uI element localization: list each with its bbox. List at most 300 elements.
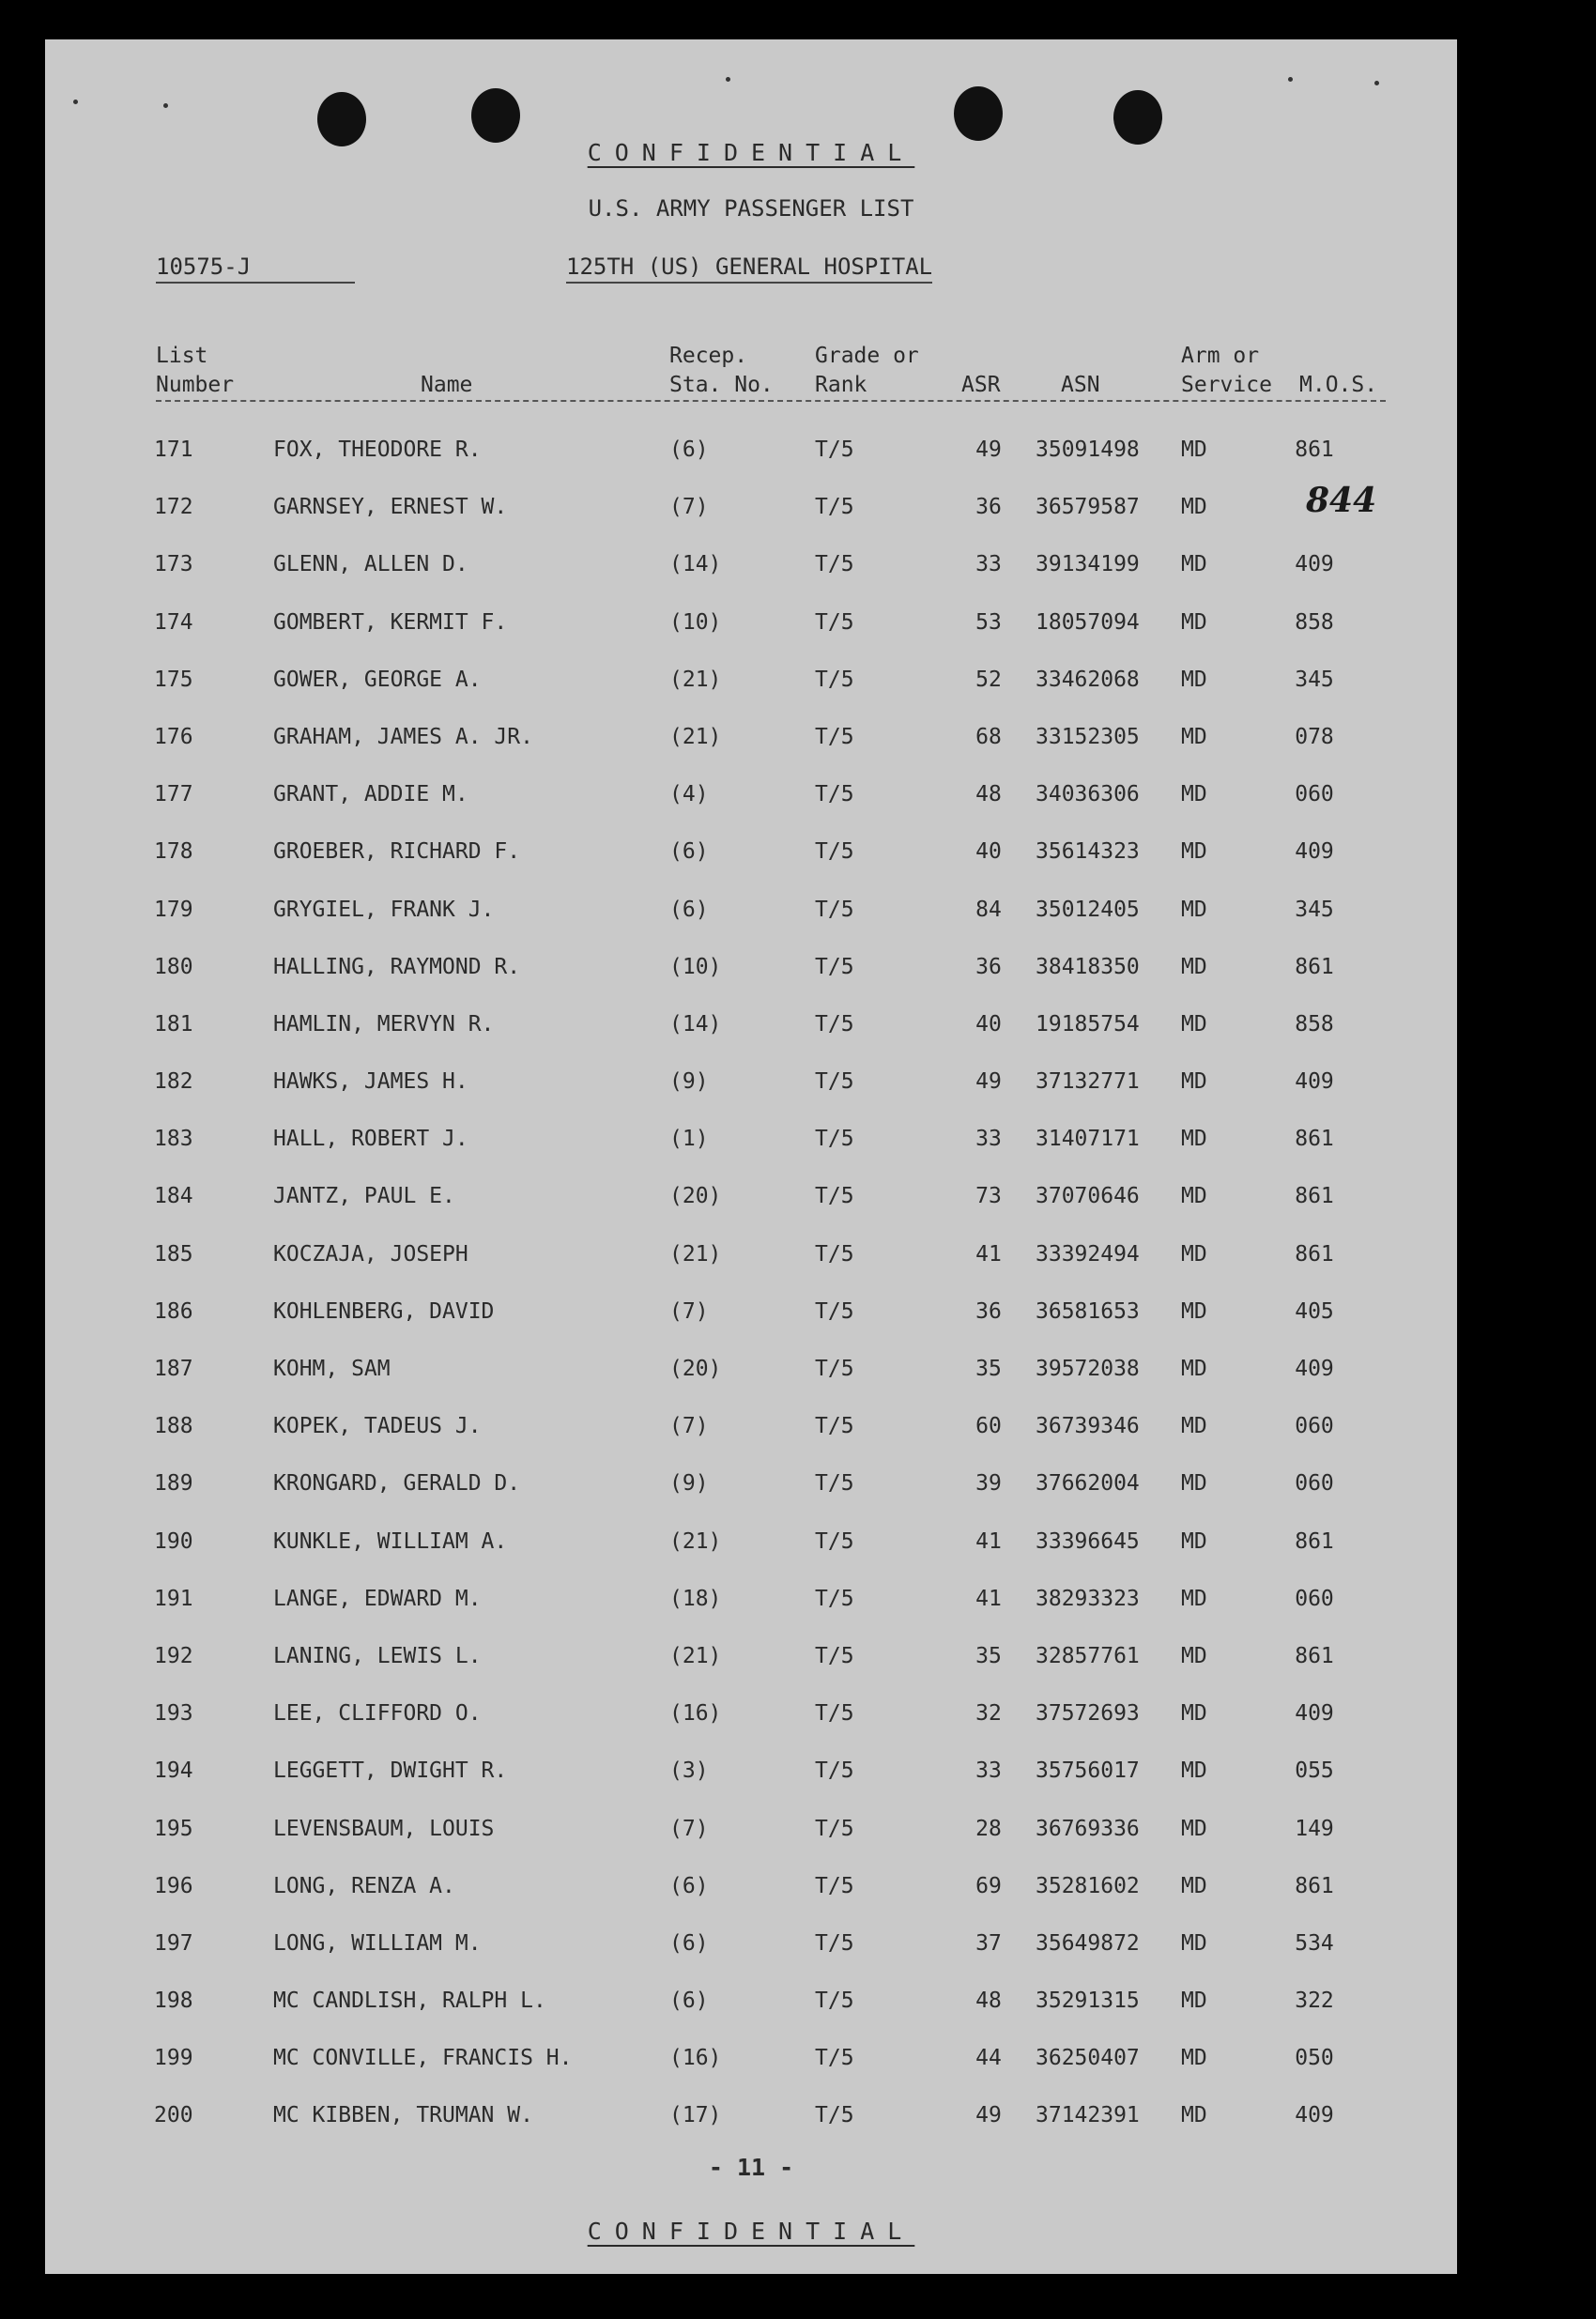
cell-list-number: 179: [154, 897, 193, 922]
cell-grade: T/5: [815, 1528, 854, 1554]
cell-list-number: 176: [154, 724, 193, 749]
cell-mos: 861: [1295, 1528, 1334, 1554]
cell-arm: MD: [1181, 1930, 1207, 1956]
cell-station: (10): [669, 609, 722, 635]
cell-asn: 32857761: [1036, 1643, 1140, 1668]
cell-name: HAMLIN, MERVYN R.: [273, 1011, 495, 1037]
cell-name: GRYGIEL, FRANK J.: [273, 897, 495, 922]
cell-mos: 861: [1295, 1643, 1334, 1668]
cell-asn: 36739346: [1036, 1414, 1140, 1439]
cell-asn: 37132771: [1036, 1069, 1140, 1095]
cell-name: HAWKS, JAMES H.: [273, 1069, 468, 1095]
cell-list-number: 173: [154, 552, 193, 577]
cell-name: MC KIBBEN, TRUMAN W.: [273, 2103, 533, 2128]
cell-grade: T/5: [815, 1873, 854, 1898]
cell-arm: MD: [1181, 1873, 1207, 1898]
cell-asr: 36: [975, 1298, 1002, 1324]
speck: [1288, 77, 1293, 82]
cell-asn: 34036306: [1036, 782, 1140, 807]
cell-station: (7): [669, 495, 709, 520]
cell-grade: T/5: [815, 609, 854, 635]
cell-asn: 36769336: [1036, 1816, 1140, 1841]
cell-arm: MD: [1181, 495, 1207, 520]
table-row: [45, 769, 1457, 826]
cell-asr: 41: [975, 1586, 1002, 1611]
cell-arm: MD: [1181, 1643, 1207, 1668]
cell-list-number: 186: [154, 1298, 193, 1324]
cell-grade: T/5: [815, 1816, 854, 1841]
table-row: [45, 884, 1457, 942]
cell-station: (9): [669, 1471, 709, 1497]
cell-mos: 534: [1295, 1930, 1334, 1956]
cell-arm: MD: [1181, 1241, 1207, 1267]
footer-classification: CONFIDENTIAL: [587, 2218, 915, 2245]
cell-name: KOCZAJA, JOSEPH: [273, 1241, 468, 1267]
cell-station: (21): [669, 1643, 722, 1668]
cell-list-number: 195: [154, 1816, 193, 1841]
cell-asr: 69: [975, 1873, 1002, 1898]
table-row: [45, 1516, 1457, 1574]
col-recep: [669, 342, 774, 400]
cell-name: HALL, ROBERT J.: [273, 1127, 468, 1152]
cell-mos: 861: [1295, 1127, 1334, 1152]
table-row: [45, 1344, 1457, 1401]
cell-asn: 31407171: [1036, 1127, 1140, 1152]
cell-station: (9): [669, 1069, 709, 1095]
cell-arm: MD: [1181, 724, 1207, 749]
cell-list-number: 185: [154, 1241, 193, 1267]
cell-name: LEGGETT, DWIGHT R.: [273, 1758, 508, 1784]
cell-list-number: 196: [154, 1873, 193, 1898]
cell-asn: 18057094: [1036, 609, 1140, 635]
cell-mos: 060: [1295, 782, 1334, 807]
cell-asn: 35291315: [1036, 1989, 1140, 2014]
cell-station: (21): [669, 667, 722, 692]
cell-name: KOHM, SAM: [273, 1357, 391, 1381]
cell-grade: T/5: [815, 1298, 854, 1324]
cell-grade: T/5: [815, 1758, 854, 1784]
cell-asr: 68: [975, 724, 1002, 749]
cell-grade: T/5: [815, 1643, 854, 1668]
cell-station: (16): [669, 2046, 722, 2071]
cell-asn: 33152305: [1036, 724, 1140, 749]
cell-asn: 33462068: [1036, 667, 1140, 692]
cell-arm: MD: [1181, 954, 1207, 979]
cell-list-number: 192: [154, 1643, 193, 1668]
cell-list-number: 175: [154, 667, 193, 692]
table-row: [45, 654, 1457, 712]
cell-arm: MD: [1181, 1127, 1207, 1152]
table-row: [45, 2090, 1457, 2147]
table-row: [45, 1745, 1457, 1803]
cell-mos: 060: [1295, 1471, 1334, 1497]
cell-name: GLENN, ALLEN D.: [273, 552, 468, 577]
table-row: [45, 1056, 1457, 1113]
cell-asr: 49: [975, 2103, 1002, 2128]
cell-name: FOX, THEODORE R.: [273, 438, 482, 462]
col-arm-line1: Arm or: [1181, 344, 1260, 368]
cell-name: GROEBER, RICHARD F.: [273, 839, 521, 865]
col-list-number-line2: Number: [156, 373, 235, 397]
cell-asn: 36250407: [1036, 2046, 1140, 2071]
cell-arm: MD: [1181, 1414, 1207, 1439]
cell-name: LANING, LEWIS L.: [273, 1643, 482, 1668]
table-row: [45, 1861, 1457, 1918]
cell-asr: 48: [975, 782, 1002, 807]
cell-grade: T/5: [815, 1011, 854, 1037]
cell-grade: T/5: [815, 438, 854, 462]
cell-asr: 36: [975, 954, 1002, 979]
punch-hole: [954, 86, 1003, 141]
document-page: [45, 39, 1457, 2274]
cell-asn: 35281602: [1036, 1873, 1140, 1898]
table-row: [45, 1401, 1457, 1458]
cell-asr: 41: [975, 1528, 1002, 1554]
cell-grade: T/5: [815, 897, 854, 922]
cell-station: (6): [669, 1930, 709, 1956]
cell-station: (20): [669, 1184, 722, 1209]
cell-grade: T/5: [815, 1241, 854, 1267]
cell-asn: 36581653: [1036, 1298, 1140, 1324]
cell-grade: T/5: [815, 1930, 854, 1956]
cell-arm: MD: [1181, 2046, 1207, 2071]
cell-arm: MD: [1181, 1471, 1207, 1497]
cell-asr: 40: [975, 839, 1002, 865]
cell-mos: 861: [1295, 1241, 1334, 1267]
cell-list-number: 198: [154, 1989, 193, 2014]
cell-asn: 35614323: [1036, 839, 1140, 865]
cell-list-number: 189: [154, 1471, 193, 1497]
cell-arm: MD: [1181, 609, 1207, 635]
speck: [726, 77, 730, 82]
cell-mos: 060: [1295, 1586, 1334, 1611]
cell-station: (7): [669, 1298, 709, 1324]
cell-grade: T/5: [815, 1127, 854, 1152]
cell-name: JANTZ, PAUL E.: [273, 1184, 455, 1209]
cell-name: GARNSEY, ERNEST W.: [273, 495, 508, 520]
cell-arm: MD: [1181, 438, 1207, 462]
cell-asr: 53: [975, 609, 1002, 635]
cell-station: (6): [669, 438, 709, 462]
cell-grade: T/5: [815, 724, 854, 749]
cell-asn: 19185754: [1036, 1011, 1140, 1037]
cell-name: KUNKLE, WILLIAM A.: [273, 1528, 508, 1554]
col-name: Name: [421, 373, 473, 397]
cell-list-number: 188: [154, 1414, 193, 1439]
cell-grade: T/5: [815, 2046, 854, 2071]
cell-asr: 44: [975, 2046, 1002, 2071]
col-arm-line2: Service: [1181, 373, 1272, 397]
cell-mos: 409: [1295, 1069, 1334, 1095]
cell-station: (6): [669, 839, 709, 865]
table-row: [45, 424, 1457, 482]
table-row: [45, 1631, 1457, 1688]
cell-station: (6): [669, 1873, 709, 1898]
cell-arm: MD: [1181, 1069, 1207, 1095]
cell-arm: MD: [1181, 897, 1207, 922]
cell-name: GOWER, GEORGE A.: [273, 667, 482, 692]
cell-asn: 36579587: [1036, 495, 1140, 520]
cell-mos: 050: [1295, 2046, 1334, 2071]
cell-list-number: 183: [154, 1127, 193, 1152]
cell-asn: 35649872: [1036, 1930, 1140, 1956]
cell-name: GRANT, ADDIE M.: [273, 782, 468, 807]
cell-asn: 38418350: [1036, 954, 1140, 979]
cell-grade: T/5: [815, 954, 854, 979]
table-row: [45, 712, 1457, 769]
cell-arm: MD: [1181, 1758, 1207, 1784]
col-recep-line1: Recep.: [669, 344, 748, 368]
cell-grade: T/5: [815, 1701, 854, 1727]
cell-list-number: 199: [154, 2046, 193, 2071]
cell-asr: 32: [975, 1701, 1002, 1727]
cell-asn: 35091498: [1036, 438, 1140, 462]
cell-name: MC CONVILLE, FRANCIS H.: [273, 2046, 573, 2071]
col-list-number-line1: List: [156, 344, 208, 368]
cell-grade: T/5: [815, 1069, 854, 1095]
cell-list-number: 180: [154, 954, 193, 979]
header-divider: [156, 400, 1386, 402]
col-grade-line2: Rank: [815, 373, 867, 397]
cell-arm: MD: [1181, 1184, 1207, 1209]
cell-list-number: 191: [154, 1586, 193, 1611]
cell-list-number: 200: [154, 2103, 193, 2128]
cell-grade: T/5: [815, 839, 854, 865]
cell-list-number: 194: [154, 1758, 193, 1784]
cell-station: (6): [669, 1989, 709, 2014]
cell-asr: 35: [975, 1643, 1002, 1668]
cell-asr: 35: [975, 1357, 1002, 1381]
cell-asr: 36: [975, 495, 1002, 520]
cell-list-number: 197: [154, 1930, 193, 1956]
cell-asr: 33: [975, 1758, 1002, 1784]
cell-grade: T/5: [815, 1184, 854, 1209]
cell-arm: MD: [1181, 1528, 1207, 1554]
table-row: [45, 1804, 1457, 1861]
list-code: 10575-J: [156, 253, 355, 284]
cell-list-number: 181: [154, 1011, 193, 1037]
cell-grade: T/5: [815, 495, 854, 520]
cell-list-number: 178: [154, 839, 193, 865]
cell-mos: 409: [1295, 1357, 1334, 1381]
cell-station: (7): [669, 1414, 709, 1439]
page-number: - 11 -: [708, 2154, 794, 2181]
handwritten-mos-annotation: 844: [1306, 481, 1377, 520]
cell-grade: T/5: [815, 1357, 854, 1381]
cell-mos: 149: [1295, 1816, 1334, 1841]
col-asn: ASN: [1061, 373, 1100, 397]
cell-station: (14): [669, 552, 722, 577]
cell-arm: MD: [1181, 667, 1207, 692]
unit-title: 125TH (US) GENERAL HOSPITAL: [566, 253, 932, 284]
cell-mos: 409: [1295, 839, 1334, 865]
cell-asr: 37: [975, 1930, 1002, 1956]
cell-list-number: 190: [154, 1528, 193, 1554]
cell-list-number: 184: [154, 1184, 193, 1209]
col-grade-line1: Grade or: [815, 344, 919, 368]
cell-mos: 078: [1295, 724, 1334, 749]
cell-mos: 858: [1295, 609, 1334, 635]
cell-asr: 48: [975, 1989, 1002, 2014]
cell-mos: 861: [1295, 1873, 1334, 1898]
table-row: [45, 2033, 1457, 2090]
cell-station: (16): [669, 1701, 722, 1727]
table-row: [45, 482, 1457, 539]
table-row: [45, 1113, 1457, 1171]
cell-mos: 405: [1295, 1298, 1334, 1324]
cell-station: (18): [669, 1586, 722, 1611]
cell-arm: MD: [1181, 1298, 1207, 1324]
col-recep-line2: Sta. No.: [669, 373, 774, 397]
cell-list-number: 171: [154, 438, 193, 462]
table-row: [45, 1171, 1457, 1228]
cell-mos: 345: [1295, 897, 1334, 922]
header-classification: CONFIDENTIAL: [587, 139, 915, 166]
cell-arm: MD: [1181, 839, 1207, 865]
cell-station: (21): [669, 724, 722, 749]
cell-station: (4): [669, 782, 709, 807]
table-row: [45, 597, 1457, 654]
table-row: [45, 539, 1457, 596]
cell-asn: 35756017: [1036, 1758, 1140, 1784]
cell-asr: 49: [975, 438, 1002, 462]
table-row: [45, 1975, 1457, 2033]
cell-mos: 409: [1295, 552, 1334, 577]
cell-arm: MD: [1181, 1357, 1207, 1381]
cell-asr: 41: [975, 1241, 1002, 1267]
cell-station: (7): [669, 1816, 709, 1841]
footer-classification-wrap: [45, 2218, 1457, 2245]
cell-grade: T/5: [815, 1989, 854, 2014]
cell-grade: T/5: [815, 782, 854, 807]
header-classification-wrap: [45, 139, 1457, 166]
cell-arm: MD: [1181, 1989, 1207, 2014]
cell-arm: MD: [1181, 1701, 1207, 1727]
cell-asn: 37662004: [1036, 1471, 1140, 1497]
table-row: [45, 1688, 1457, 1745]
table-row: [45, 826, 1457, 883]
table-row: [45, 1286, 1457, 1344]
cell-station: (6): [669, 897, 709, 922]
cell-asn: 39572038: [1036, 1357, 1140, 1381]
cell-mos: 060: [1295, 1414, 1334, 1439]
cell-station: (3): [669, 1758, 709, 1784]
cell-grade: T/5: [815, 667, 854, 692]
col-asr: ASR: [961, 373, 1001, 397]
col-list-number: [156, 342, 234, 400]
table-row: [45, 1458, 1457, 1515]
cell-mos: 345: [1295, 667, 1334, 692]
cell-asr: 40: [975, 1011, 1002, 1037]
cell-mos: 861: [1295, 954, 1334, 979]
table-row: [45, 1229, 1457, 1286]
cell-asn: 37142391: [1036, 2103, 1140, 2128]
cell-mos: 409: [1295, 1701, 1334, 1727]
cell-name: MC CANDLISH, RALPH L.: [273, 1989, 546, 2014]
list-title: U.S. ARMY PASSENGER LIST: [588, 195, 914, 222]
cell-arm: MD: [1181, 1816, 1207, 1841]
cell-grade: T/5: [815, 1414, 854, 1439]
cell-asr: 28: [975, 1816, 1002, 1841]
cell-arm: MD: [1181, 552, 1207, 577]
cell-mos: 409: [1295, 2103, 1334, 2128]
cell-name: GRAHAM, JAMES A. JR.: [273, 724, 533, 749]
table-row: [45, 942, 1457, 999]
cell-station: (21): [669, 1528, 722, 1554]
cell-mos: 858: [1295, 1011, 1334, 1037]
cell-asn: 35012405: [1036, 897, 1140, 922]
speck: [1374, 81, 1379, 85]
cell-arm: MD: [1181, 782, 1207, 807]
cell-asn: 37572693: [1036, 1701, 1140, 1727]
cell-grade: T/5: [815, 1471, 854, 1497]
punch-hole: [1113, 90, 1162, 145]
cell-asr: 49: [975, 1069, 1002, 1095]
cell-arm: MD: [1181, 1011, 1207, 1037]
table-row: [45, 1574, 1457, 1631]
table-row: [45, 999, 1457, 1056]
cell-station: (14): [669, 1011, 722, 1037]
col-arm: [1181, 342, 1272, 400]
cell-asr: 33: [975, 1127, 1002, 1152]
col-grade: [815, 342, 919, 400]
cell-list-number: 187: [154, 1357, 193, 1381]
cell-station: (10): [669, 954, 722, 979]
cell-grade: T/5: [815, 552, 854, 577]
cell-name: HALLING, RAYMOND R.: [273, 954, 521, 979]
cell-name: LANGE, EDWARD M.: [273, 1586, 482, 1611]
cell-grade: T/5: [815, 2103, 854, 2128]
cell-name: GOMBERT, KERMIT F.: [273, 609, 508, 635]
cell-name: LEVENSBAUM, LOUIS: [273, 1816, 495, 1841]
cell-name: KOHLENBERG, DAVID: [273, 1298, 495, 1324]
cell-list-number: 172: [154, 495, 193, 520]
cell-list-number: 193: [154, 1701, 193, 1727]
cell-asr: 33: [975, 552, 1002, 577]
cell-name: KRONGARD, GERALD D.: [273, 1471, 521, 1497]
cell-mos: 861: [1295, 1184, 1334, 1209]
table-row: [45, 1918, 1457, 1975]
cell-asr: 84: [975, 897, 1002, 922]
cell-arm: MD: [1181, 2103, 1207, 2128]
punch-hole: [471, 88, 520, 143]
cell-name: KOPEK, TADEUS J.: [273, 1414, 482, 1439]
speck: [73, 100, 78, 104]
cell-asn: 37070646: [1036, 1184, 1140, 1209]
passenger-table: [45, 424, 1457, 2148]
cell-asn: 39134199: [1036, 552, 1140, 577]
cell-asn: 33396645: [1036, 1528, 1140, 1554]
cell-grade: T/5: [815, 1586, 854, 1611]
cell-list-number: 174: [154, 609, 193, 635]
cell-mos: 322: [1295, 1989, 1334, 2014]
cell-station: (17): [669, 2103, 722, 2128]
cell-asr: 73: [975, 1184, 1002, 1209]
cell-name: LONG, WILLIAM M.: [273, 1930, 482, 1956]
cell-asr: 60: [975, 1414, 1002, 1439]
cell-list-number: 177: [154, 782, 193, 807]
cell-station: (20): [669, 1357, 722, 1381]
cell-asn: 38293323: [1036, 1586, 1140, 1611]
cell-list-number: 182: [154, 1069, 193, 1095]
cell-name: LEE, CLIFFORD O.: [273, 1701, 482, 1727]
col-mos: M.O.S.: [1299, 373, 1378, 397]
cell-station: (1): [669, 1127, 709, 1152]
speck: [163, 103, 168, 108]
cell-asr: 39: [975, 1471, 1002, 1497]
cell-name: LONG, RENZA A.: [273, 1873, 455, 1898]
cell-arm: MD: [1181, 1586, 1207, 1611]
